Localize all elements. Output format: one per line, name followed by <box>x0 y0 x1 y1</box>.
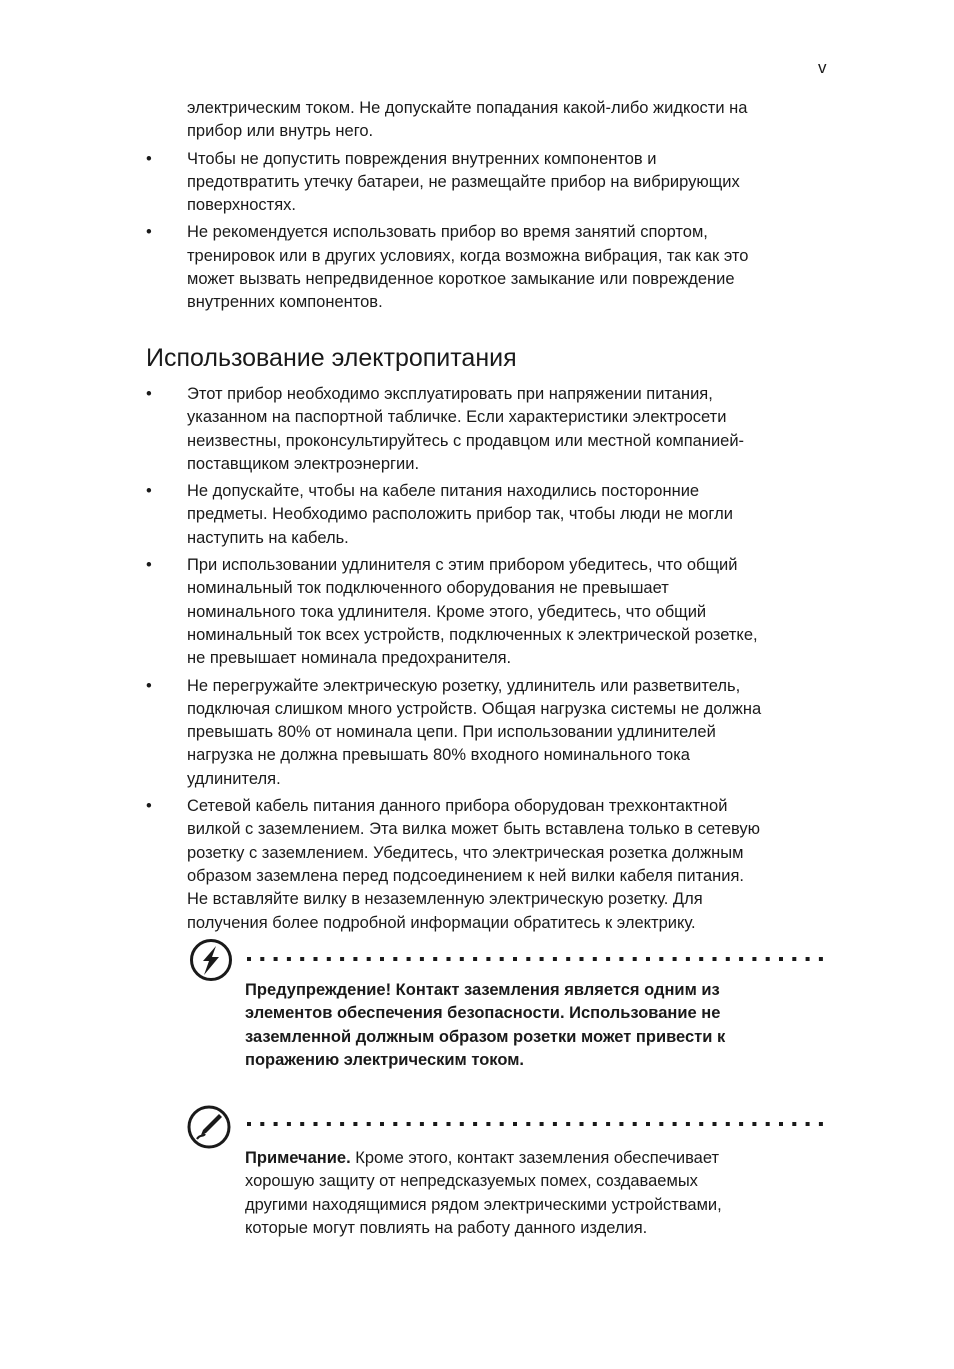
text-line: нагрузка не должна превышать 80% входного номинального тока <box>187 746 690 765</box>
text-line: превышать 80% от номинала цепи. При использовании удлинителей <box>187 723 716 742</box>
dotted-divider <box>245 1121 833 1127</box>
text-line: Чтобы не допустить повреждения внутренних компонентов и <box>187 149 657 168</box>
bullet-icon: • <box>146 556 152 575</box>
text-line: поставщиком электроэнергии. <box>187 454 420 473</box>
text-line: прибор или внутрь него. <box>187 122 374 141</box>
text-line: указанном на паспортной табличке. Если характеристики электросети <box>187 408 727 427</box>
text-line: элементов обеспечения безопасности. Использование не <box>245 1004 721 1023</box>
text-line: предотвратить утечку батареи, не размещайте прибор на вибрирующих <box>187 172 740 191</box>
text-line: Не вставляйте вилку в незаземленную электрическую розетку. Для <box>187 890 703 909</box>
text-line: электрическим током. Не допускайте попадания какой-либо жидкости на <box>187 99 748 117</box>
bullet-icon: • <box>146 482 152 501</box>
text-line: внутренних компонентов. <box>187 293 383 312</box>
top-content <box>146 97 846 319</box>
list-item <box>146 554 846 670</box>
list-item <box>146 795 846 935</box>
section-title: Использование электропитания <box>146 344 517 372</box>
bullet-icon: • <box>146 676 152 695</box>
page-number: v <box>818 58 827 77</box>
list-item <box>146 221 846 314</box>
power-content <box>146 383 846 939</box>
text-line: Этот прибор необходимо эксплуатировать при напряжении питания, <box>187 385 713 403</box>
continuation-paragraph <box>187 97 846 144</box>
note-text <box>245 1147 845 1240</box>
text-line: Предупреждение! Контакт заземления является одним из <box>245 981 720 999</box>
warning-text <box>245 979 845 1072</box>
text-line: вилкой с заземлением. Эта вилка может быть вставлена только в сетевую <box>187 820 761 839</box>
bullet-icon: • <box>146 149 152 168</box>
text-line: может вызвать непредвиденное короткое замыкание или повреждение <box>187 270 735 289</box>
text-line: образом заземлена перед подсоединением к ней вилки кабеля питания. <box>187 866 744 885</box>
text-line: неизвестны, проконсультируйтесь с продавцом или местной компанией- <box>187 431 745 450</box>
list-item <box>146 675 846 791</box>
lightning-warning-icon <box>189 938 233 982</box>
text-line: поражению электрическим током. <box>245 1050 524 1069</box>
text-line: Не рекомендуется использовать прибор во время занятий спортом, <box>187 223 708 242</box>
text-line: Сетевой кабель питания данного прибора оборудован трехконтактной <box>187 797 728 816</box>
bullet-icon: • <box>146 797 152 816</box>
bullet-icon: • <box>146 223 152 242</box>
text-line: другими находящимися рядом электрическими устройствами, <box>245 1195 722 1214</box>
power-bullet-list <box>146 383 846 935</box>
text-line: удлинителя. <box>187 769 281 788</box>
note-first-line <box>245 1147 845 1170</box>
text-line: которые могут повлиять на работу данного изделия. <box>245 1218 648 1237</box>
text-line: розетку с заземлением. Убедитесь, что электрическая розетка должным <box>187 843 744 862</box>
text-line: При использовании удлинителя с этим прибором убедитесь, что общий <box>187 556 738 575</box>
note-label: Примечание. <box>245 1149 351 1167</box>
text-line: подключая слишком много устройств. Общая нагрузка системы не должна <box>187 699 762 718</box>
text-line: получения более подробной информации обратитесь к электрику. <box>187 913 696 932</box>
top-bullet-list <box>146 148 846 315</box>
text-line: Не допускайте, чтобы на кабеле питания находились посторонние <box>187 482 700 501</box>
text-line: номинального тока удлинителя. Кроме этого, убедитесь, что общий <box>187 602 707 621</box>
pen-note-icon <box>186 1104 230 1148</box>
text-line: поверхностях. <box>187 196 296 215</box>
text-fragment: Кроме этого, контакт заземления обеспечивает <box>350 1149 720 1167</box>
text-line: предметы. Необходимо расположить прибор так, чтобы люди не могли <box>187 505 733 524</box>
text-line: номинальный ток подключенного оборудования не превышает <box>187 579 669 598</box>
text-line: номинальный ток всех устройств, подключенных к электрической розетке, <box>187 625 758 644</box>
text-line: хорошую защиту от непредсказуемых помех, создаваемых <box>245 1172 698 1191</box>
text-line: наступить на кабель. <box>187 528 349 547</box>
list-item <box>146 480 846 550</box>
text-line: не превышает номинала предохранителя. <box>187 649 512 668</box>
text-line: Не перегружайте электрическую розетку, удлинитель или разветвитель, <box>187 676 741 695</box>
dotted-divider <box>245 956 833 962</box>
list-item <box>146 383 846 476</box>
text-line: тренировок или в других условиях, когда возможна вибрация, так как это <box>187 246 749 265</box>
list-item <box>146 148 846 218</box>
text-line: заземленной должным образом розетки может привести к <box>245 1027 726 1046</box>
bullet-icon: • <box>146 385 152 403</box>
